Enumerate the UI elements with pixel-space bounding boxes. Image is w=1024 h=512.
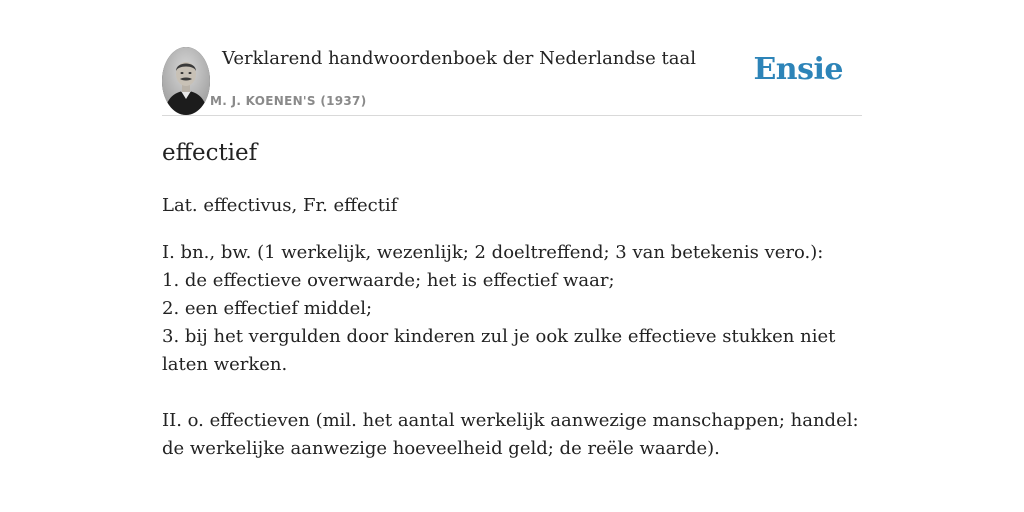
definition-sense-3: 3. bij het vergulden door kinderen zul je ook zulke effectieve stukken niet laten werken. — [162, 326, 836, 375]
definition-sense-1: 1. de effectieve overwaarde; het is effectief waar; — [162, 270, 615, 291]
entry-etymology: Lat. effectivus, Fr. effectif — [162, 195, 398, 216]
author-portrait — [162, 47, 210, 115]
page-header — [162, 46, 862, 116]
entry-definition — [162, 239, 862, 463]
definition-sense-2: 2. een effectief middel; — [162, 298, 373, 319]
definition-intro: I. bn., bw. (1 werkelijk, wezenlijk; 2 doeltreffend; 3 van betekenis vero.): — [162, 242, 824, 263]
paragraph-gap — [162, 379, 862, 407]
entry-headword: effectief — [162, 140, 258, 166]
author-byline: M. J. KOENEN'S (1937) — [210, 94, 367, 108]
ensie-logo-link[interactable]: Ensie — [753, 52, 843, 87]
definition-noun: II. o. effectieven (mil. het aantal werkelijk aanwezige manschappen; handel: de werkelijke aanwezige hoeveelheid geld; de reële waarde). — [162, 410, 859, 459]
portrait-image — [162, 47, 210, 115]
book-title: Verklarend handwoordenboek der Nederlandse taal — [222, 48, 696, 69]
